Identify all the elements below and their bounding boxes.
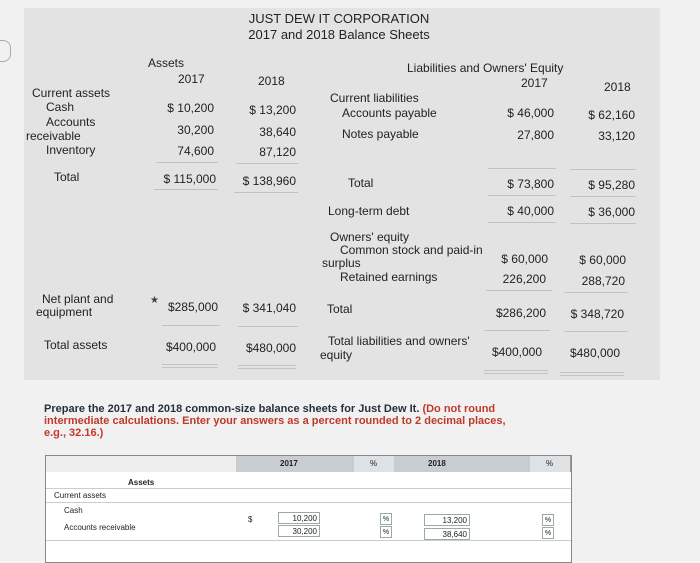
- assets-heading: Assets: [148, 56, 185, 70]
- grid-ar-2017[interactable]: 30,200: [278, 525, 320, 537]
- grid-cash-2017[interactable]: 10,200: [278, 512, 320, 524]
- inv-2017: 74,600: [177, 144, 214, 158]
- asterisk-mark: ★: [150, 295, 159, 306]
- left-edge-tab: [0, 40, 11, 62]
- assets-col-2018: 2018: [258, 74, 285, 88]
- oe-label: Owners' equity: [330, 230, 409, 244]
- inventory-label: Inventory: [46, 143, 96, 157]
- inv-2018: 87,120: [259, 145, 296, 159]
- balance-sheet-table: [24, 8, 660, 380]
- ar-label-1: Accounts: [46, 115, 96, 129]
- total-assets-label: Total assets: [44, 338, 108, 352]
- oe-total-2018: $ 348,720: [570, 307, 624, 321]
- ar-2018: 38,640: [259, 125, 296, 139]
- assets-total-2018: $ 138,960: [242, 174, 296, 188]
- instructions-text: Prepare the 2017 and 2018 common-size balance sheets for Just Dew It.: [44, 403, 420, 415]
- grid-col-2018: 2018: [428, 459, 446, 468]
- cash-2017: $ 10,200: [167, 101, 214, 115]
- npe-2018: $ 341,040: [242, 301, 296, 315]
- cash-pct-2017-input[interactable]: %: [380, 513, 392, 525]
- tle-2017: $400,000: [491, 345, 542, 359]
- cs-2017: $ 60,000: [501, 252, 548, 266]
- cs-label-1: Common stock and paid-in: [340, 243, 483, 257]
- ltd-2018: $ 36,000: [588, 205, 635, 219]
- np-label: Notes payable: [342, 127, 419, 141]
- cl-label: Current liabilities: [330, 91, 419, 105]
- assets-col-2017: 2017: [178, 72, 205, 86]
- instructions: [44, 403, 514, 439]
- re-2017: 226,200: [502, 272, 546, 286]
- grid-col-2017: 2017: [280, 459, 298, 468]
- answer-grid: [45, 455, 572, 563]
- npe-label-2: equipment: [36, 305, 93, 319]
- npe-2017: $285,000: [167, 300, 218, 314]
- tle-label-2: equity: [320, 348, 353, 362]
- sheet-subtitle: 2017 and 2018 Balance Sheets: [248, 27, 430, 42]
- grid-ar-2018[interactable]: 38,640: [424, 528, 470, 540]
- re-label: Retained earnings: [340, 270, 438, 284]
- cl-total-2018: $ 95,280: [588, 178, 635, 192]
- grid-current-assets: Current assets: [54, 491, 107, 500]
- liabilities-heading: Liabilities and Owners' Equity: [407, 61, 564, 75]
- ar-2017: 30,200: [177, 123, 214, 137]
- oe-total-label: Total: [327, 302, 353, 316]
- grid-assets-label: Assets: [128, 478, 155, 487]
- cs-label-2: surplus: [322, 256, 361, 270]
- grid-cash-2018[interactable]: 13,200: [424, 514, 470, 526]
- np-2017: 27,800: [517, 128, 554, 142]
- tle-2018: $480,000: [569, 346, 620, 360]
- company-title: JUST DEW IT CORPORATION: [248, 11, 430, 26]
- cl-total-2017: $ 73,800: [507, 177, 554, 191]
- ltd-2017: $ 40,000: [507, 204, 554, 218]
- grid-col-pct2: %: [546, 459, 554, 468]
- tle-label-1: Total liabilities and owners': [328, 334, 470, 348]
- cl-total-label: Total: [348, 176, 374, 190]
- ap-2017: $ 46,000: [507, 106, 554, 120]
- ltd-label: Long-term debt: [328, 204, 410, 218]
- ar-pct-2018-input[interactable]: %: [542, 527, 554, 539]
- total-assets-2017: $400,000: [165, 340, 216, 354]
- cash-2018: $ 13,200: [249, 103, 296, 117]
- ar-pct-2017-input[interactable]: %: [380, 526, 392, 538]
- current-assets-label: Current assets: [32, 86, 111, 100]
- grid-dollar: $: [248, 515, 253, 524]
- grid-cash-label: Cash: [64, 506, 83, 515]
- grid-ar-label: Accounts receivable: [64, 523, 136, 532]
- ap-label: Accounts payable: [342, 106, 437, 120]
- assets-total-2017: $ 115,000: [163, 172, 216, 186]
- np-2018: 33,120: [598, 129, 635, 143]
- re-2018: 288,720: [581, 274, 625, 288]
- cs-2018: $ 60,000: [579, 253, 626, 267]
- assets-total-label: Total: [54, 170, 80, 184]
- liab-col-2017: 2017: [521, 76, 548, 90]
- cash-label: Cash: [46, 100, 75, 114]
- total-assets-2018: $480,000: [245, 341, 296, 355]
- cash-pct-2018-input[interactable]: %: [542, 514, 554, 526]
- ar-label-2: receivable: [26, 129, 81, 143]
- instructions-note: (Do not round intermediate calculations. Enter your answers as a percent rounded to 2 decimal places, e.g., 32.16.): [44, 403, 506, 439]
- liab-col-2018: 2018: [604, 80, 631, 94]
- grid-col-pct: %: [370, 459, 378, 468]
- ap-2018: $ 62,160: [588, 108, 635, 122]
- npe-label-1: Net plant and: [42, 292, 114, 306]
- oe-total-2017: $286,200: [495, 306, 546, 320]
